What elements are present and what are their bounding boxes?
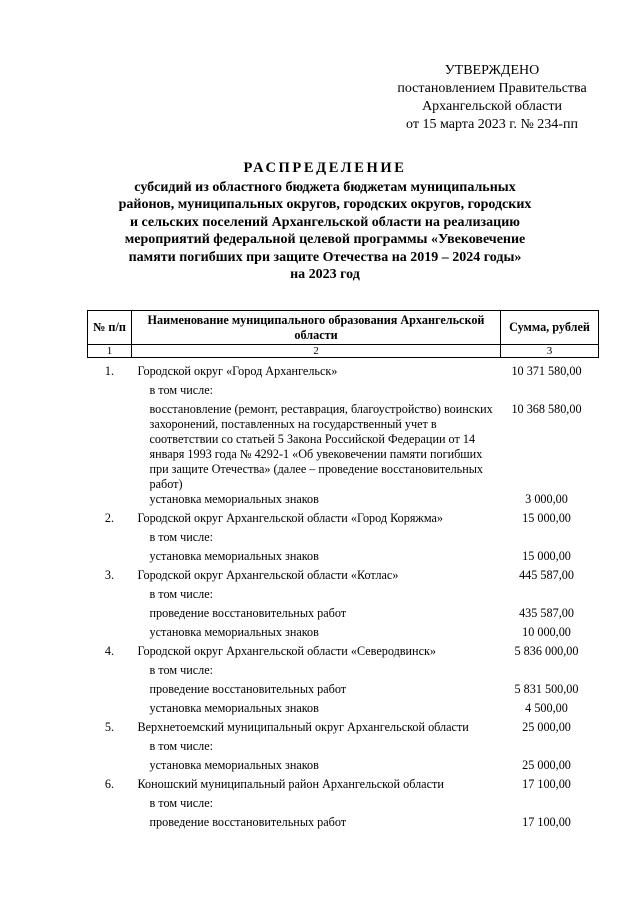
row-name: Городской округ Архангельской области «Северодвинск»: [137, 644, 437, 658]
approval-date: от 15 марта 2023 г. № 234-пп: [406, 117, 578, 132]
table-row: [88, 511, 599, 530]
table-row: [88, 530, 599, 549]
header-name: Наименование муниципального образования Архангельской области: [132, 311, 501, 345]
row-name: установка мемориальных знаков: [149, 492, 319, 506]
title-line: на 2023 год: [290, 267, 360, 282]
row-amount: 10 000,00: [522, 625, 571, 639]
row-name: в том числе:: [149, 587, 214, 601]
row-number: 1.: [104, 364, 115, 378]
row-number: 5.: [104, 720, 115, 734]
column-number: 2: [132, 345, 501, 358]
row-name: в том числе:: [149, 383, 214, 397]
row-name: в том числе:: [149, 739, 214, 753]
row-number: 2.: [104, 511, 115, 525]
table-row: [88, 777, 599, 796]
table-header-row: [88, 311, 599, 345]
row-amount: 10 371 580,00: [511, 364, 582, 378]
row-name: установка мемориальных знаков: [149, 549, 319, 563]
row-name: проведение восстановительных работ: [149, 606, 347, 620]
table-row: [88, 720, 599, 739]
row-amount: 17 100,00: [522, 815, 571, 829]
distribution-table: [87, 310, 599, 834]
title-line: районов, муниципальных округов, городских округов, городских: [118, 197, 532, 212]
table-row: [88, 549, 599, 568]
approval-stamp: [380, 62, 604, 134]
row-amount: 17 100,00: [522, 777, 571, 791]
row-name: Городской округ «Город Архангельск»: [137, 364, 338, 378]
row-number: 3.: [104, 568, 115, 582]
row-name: проведение восстановительных работ: [149, 815, 347, 829]
row-name: восстановление (ремонт, реставрация, благоустройство) воинских захоронений, поставленных на государственный учет в соответствии со статьей 5 Закона Российской Федерации от 14 января 1993 года № 4292-1 «Об увековечении памяти погибших при защите Отечества» (далее – проведение восстановительных работ): [149, 402, 493, 491]
row-amount: 10 368 580,00: [511, 402, 582, 416]
table-row: [88, 625, 599, 644]
table-row: [88, 758, 599, 777]
row-name: Верхнетоемский муниципальный округ Архангельской области: [137, 720, 469, 734]
row-amount: 3 000,00: [525, 492, 568, 506]
row-name: Коношский муниципальный район Архангельской области: [137, 777, 444, 791]
row-amount: 25 000,00: [522, 758, 571, 772]
row-amount: 15 000,00: [522, 511, 571, 525]
approval-title: УТВЕРЖДЕНО: [444, 63, 540, 78]
approval-line: Архангельской области: [422, 99, 562, 114]
table-row: [88, 587, 599, 606]
header-number: № п/п: [88, 311, 132, 345]
document-title: [90, 160, 560, 284]
table-row: [88, 815, 599, 834]
table-row: [88, 796, 599, 815]
table-row: [88, 606, 599, 625]
title-line: памяти погибших при защите Отечества на 2019 – 2024 годы»: [128, 249, 522, 265]
row-name: установка мемориальных знаков: [149, 758, 319, 772]
title-heading: РАСПРЕДЕЛЕНИЕ: [243, 160, 407, 176]
table-row: [88, 568, 599, 587]
row-name: в том числе:: [149, 796, 214, 810]
column-number: 3: [501, 345, 599, 358]
approval-line: постановлением Правительства: [397, 81, 587, 96]
row-amount: 15 000,00: [522, 549, 571, 563]
table-row: [88, 402, 599, 492]
row-name: установка мемориальных знаков: [149, 625, 319, 639]
row-name: в том числе:: [149, 530, 214, 544]
table-column-numbers: [88, 345, 599, 358]
title-line: субсидий из областного бюджета бюджетам муниципальных: [134, 179, 516, 195]
table-row: [88, 682, 599, 701]
header-amount: Сумма, рублей: [501, 311, 599, 345]
row-name: Городской округ Архангельской области «Город Коряжма»: [137, 511, 443, 525]
title-line: и сельских поселений Архангельской области на реализацию: [129, 214, 521, 230]
row-number: 4.: [104, 644, 115, 658]
table-row: [88, 701, 599, 720]
row-number: 6.: [104, 777, 115, 791]
row-amount: 4 500,00: [525, 701, 568, 715]
table-row: [88, 663, 599, 682]
column-number: 1: [88, 345, 132, 358]
table-row: [88, 739, 599, 758]
row-name: проведение восстановительных работ: [149, 682, 347, 696]
table-row: [88, 492, 599, 511]
row-name: установка мемориальных знаков: [149, 701, 319, 715]
title-line: мероприятий федеральной целевой программы «Увековечение: [124, 232, 526, 247]
table-row: [88, 644, 599, 663]
row-amount: 5 836 000,00: [514, 644, 579, 658]
row-name: в том числе:: [149, 663, 214, 677]
row-amount: 445 587,00: [519, 568, 574, 582]
row-name: Городской округ Архангельской области «Котлас»: [137, 568, 399, 582]
row-amount: 25 000,00: [522, 720, 571, 734]
table-row: [88, 383, 599, 402]
table-row: [88, 358, 599, 384]
row-amount: 5 831 500,00: [514, 682, 579, 696]
row-amount: 435 587,00: [519, 606, 574, 620]
